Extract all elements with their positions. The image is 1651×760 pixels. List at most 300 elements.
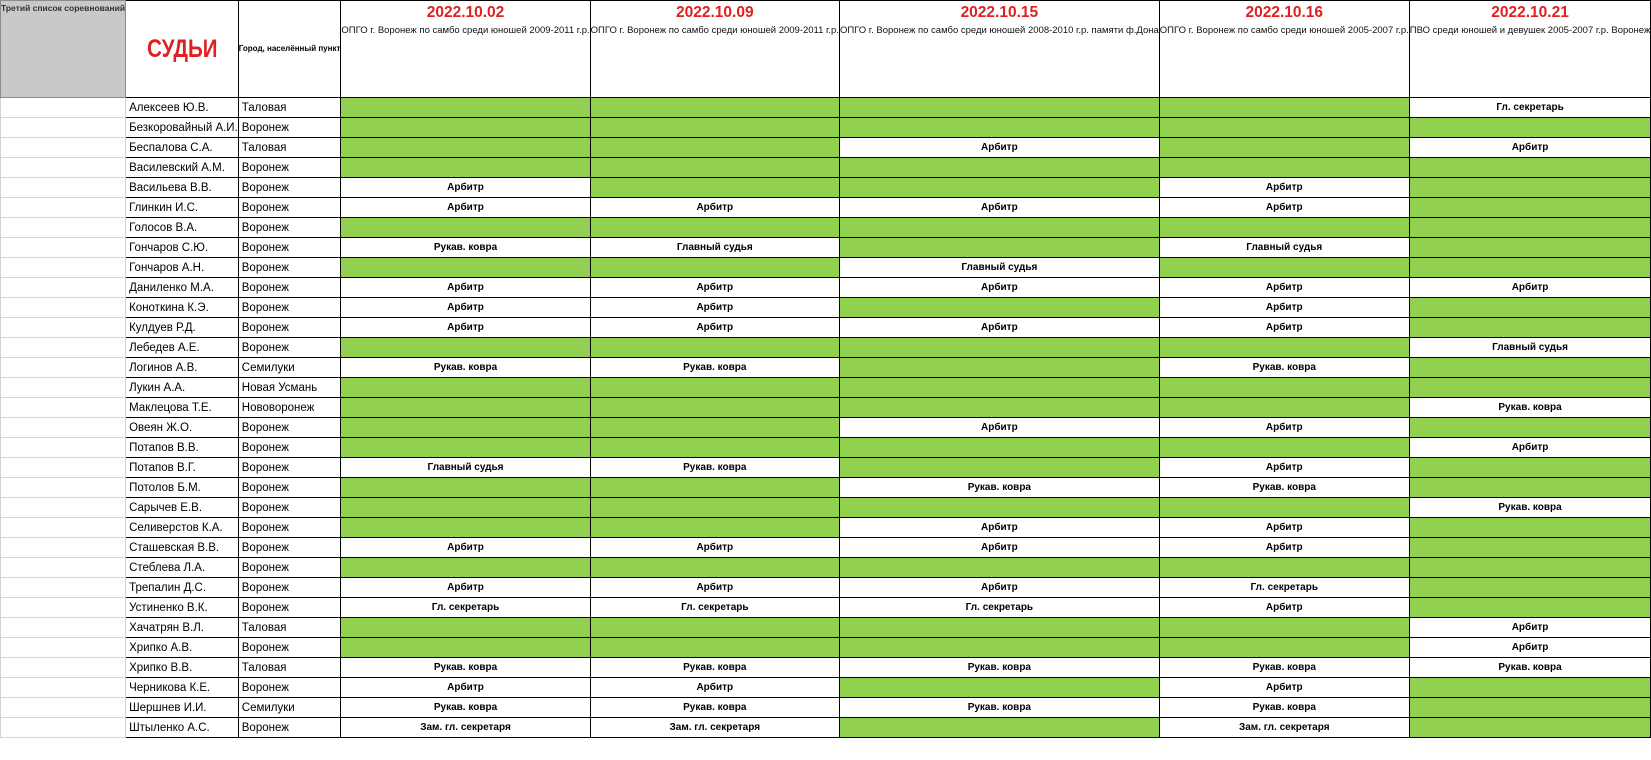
table-row (1, 498, 1651, 518)
row-gutter-cell[interactable] (1, 98, 126, 118)
role-cell[interactable] (839, 98, 1159, 118)
table-row (1, 638, 1651, 658)
role-cell[interactable] (1159, 498, 1409, 518)
role-cell[interactable] (1409, 258, 1651, 278)
role-cell[interactable] (590, 178, 839, 198)
role-cell[interactable] (590, 118, 839, 138)
judge-city-cell[interactable]: Воронеж (238, 538, 341, 558)
role-cell[interactable] (1409, 198, 1651, 218)
role-cell[interactable]: Рукав. ковра (839, 658, 1159, 678)
table-row (1, 518, 1651, 538)
role-cell[interactable]: Главный судья (1409, 338, 1651, 358)
role-cell[interactable] (1409, 158, 1651, 178)
table-row (1, 618, 1651, 638)
judge-city-cell[interactable]: Нововоронеж (238, 398, 341, 418)
role-cell[interactable]: Арбитр (1409, 618, 1651, 638)
table-row (1, 558, 1651, 578)
role-cell[interactable] (1159, 638, 1409, 658)
role-cell[interactable]: Арбитр (341, 198, 590, 218)
judge-name-cell[interactable]: Хрипко А.В. (126, 638, 239, 658)
role-cell[interactable] (839, 618, 1159, 638)
role-cell[interactable]: Рукав. ковра (341, 698, 590, 718)
table-row (1, 398, 1651, 418)
role-cell[interactable]: Арбитр (341, 678, 590, 698)
role-cell[interactable] (590, 338, 839, 358)
role-cell[interactable] (590, 498, 839, 518)
judge-name-cell[interactable]: Кулдуев Р.Д. (126, 318, 239, 338)
judge-city-cell[interactable]: Воронеж (238, 498, 341, 518)
role-cell[interactable] (1409, 718, 1651, 738)
row-gutter-cell[interactable] (1, 398, 126, 418)
role-cell[interactable] (341, 118, 590, 138)
role-cell[interactable] (341, 138, 590, 158)
table-row (1, 258, 1651, 278)
role-cell[interactable]: Зам. гл. секретаря (590, 718, 839, 738)
role-cell[interactable]: Главный судья (341, 458, 590, 478)
role-cell[interactable] (839, 678, 1159, 698)
row-gutter-cell[interactable] (1, 658, 126, 678)
judge-city-cell[interactable]: Воронеж (238, 678, 341, 698)
role-cell[interactable] (1409, 118, 1651, 138)
judge-name-cell[interactable]: Логинов А.В. (126, 358, 239, 378)
role-cell[interactable] (1409, 578, 1651, 598)
judge-name-cell[interactable]: Коноткина К.Э. (126, 298, 239, 318)
role-cell[interactable] (1159, 558, 1409, 578)
role-cell[interactable]: Арбитр (1409, 278, 1651, 298)
row-gutter-cell[interactable] (1, 618, 126, 638)
role-cell[interactable] (590, 418, 839, 438)
table-row (1, 578, 1651, 598)
row-gutter-cell[interactable] (1, 498, 126, 518)
judge-city-cell[interactable]: Семилуки (238, 358, 341, 378)
role-cell[interactable]: Арбитр (839, 418, 1159, 438)
role-cell[interactable] (1409, 358, 1651, 378)
role-cell[interactable]: Рукав. ковра (1409, 498, 1651, 518)
judge-city-cell[interactable]: Таловая (238, 618, 341, 638)
judge-name-cell[interactable]: Лукин А.А. (126, 378, 239, 398)
row-gutter-cell[interactable] (1, 118, 126, 138)
role-cell[interactable] (839, 238, 1159, 258)
competition-name: ОПГО г. Воронеж по самбо среди юношей 2009-2011 г.р. (590, 25, 839, 36)
judge-city-cell[interactable]: Таловая (238, 98, 341, 118)
role-cell[interactable]: Рукав. ковра (1159, 358, 1409, 378)
row-gutter-cell[interactable] (1, 718, 126, 738)
role-cell[interactable]: Главный судья (839, 258, 1159, 278)
competition-name: ОПГО г. Воронеж по самбо среди юношей 2009-2011 г.р. (341, 25, 590, 36)
judge-city-cell[interactable]: Воронеж (238, 218, 341, 238)
row-gutter-cell[interactable] (1, 478, 126, 498)
role-cell[interactable]: Рукав. ковра (1159, 478, 1409, 498)
row-gutter-cell[interactable] (1, 378, 126, 398)
table-row (1, 118, 1651, 138)
table-row (1, 318, 1651, 338)
judge-city-cell[interactable]: Воронеж (238, 278, 341, 298)
role-cell[interactable] (341, 638, 590, 658)
judge-name-cell[interactable]: Потолов Б.М. (126, 478, 239, 498)
role-cell[interactable]: Арбитр (839, 138, 1159, 158)
role-cell[interactable]: Арбитр (1409, 138, 1651, 158)
role-cell[interactable] (1409, 478, 1651, 498)
judge-city-cell[interactable]: Таловая (238, 138, 341, 158)
row-gutter-cell[interactable] (1, 318, 126, 338)
role-cell[interactable] (590, 638, 839, 658)
role-cell[interactable]: Арбитр (839, 278, 1159, 298)
table-row (1, 458, 1651, 478)
role-cell[interactable] (1159, 438, 1409, 458)
role-cell[interactable] (1409, 558, 1651, 578)
role-cell[interactable] (1159, 158, 1409, 178)
competition-header[interactable] (1159, 1, 1409, 98)
judge-city-cell[interactable]: Воронеж (238, 258, 341, 278)
role-cell[interactable]: Арбитр (1159, 538, 1409, 558)
row-gutter-cell[interactable] (1, 578, 126, 598)
role-cell[interactable] (590, 438, 839, 458)
city-header[interactable]: Город, населённый пункт (238, 1, 341, 98)
row-gutter-cell[interactable] (1, 598, 126, 618)
role-cell[interactable] (839, 178, 1159, 198)
competition-date: 2022.10.21 (1491, 4, 1569, 21)
table-row (1, 438, 1651, 458)
table-row (1, 678, 1651, 698)
judge-city-cell[interactable]: Воронеж (238, 718, 341, 738)
judge-name-cell[interactable]: Безкоровайный А.И. (126, 118, 239, 138)
role-cell[interactable] (590, 558, 839, 578)
role-cell[interactable]: Рукав. ковра (341, 658, 590, 678)
judge-name-cell[interactable]: Потапов В.В. (126, 438, 239, 458)
competition-name: ОПГО г. Воронеж по самбо среди юношей 2005-2007 г.р. (1159, 25, 1409, 36)
judge-city-cell[interactable]: Воронеж (238, 318, 341, 338)
role-cell[interactable] (839, 338, 1159, 358)
role-cell[interactable]: Арбитр (1409, 438, 1651, 458)
competition-header[interactable] (341, 1, 590, 98)
table-row (1, 358, 1651, 378)
competition-header[interactable] (1409, 1, 1651, 98)
role-cell[interactable] (341, 218, 590, 238)
role-cell[interactable]: Арбитр (1159, 598, 1409, 618)
judge-city-cell[interactable]: Воронеж (238, 578, 341, 598)
role-cell[interactable] (1409, 218, 1651, 238)
role-cell[interactable]: Арбитр (839, 318, 1159, 338)
judge-city-cell[interactable]: Воронеж (238, 118, 341, 138)
role-cell[interactable] (590, 98, 839, 118)
row-gutter-cell[interactable] (1, 258, 126, 278)
judge-name-cell[interactable]: Сарычев Е.В. (126, 498, 239, 518)
competition-header[interactable] (839, 1, 1159, 98)
role-cell[interactable]: Рукав. ковра (341, 358, 590, 378)
role-cell[interactable] (839, 298, 1159, 318)
role-cell[interactable] (590, 218, 839, 238)
role-cell[interactable] (590, 158, 839, 178)
role-cell[interactable] (341, 378, 590, 398)
role-cell[interactable] (341, 158, 590, 178)
judge-name-cell[interactable]: Селиверстов К.А. (126, 518, 239, 538)
role-cell[interactable] (1409, 598, 1651, 618)
role-cell[interactable] (1159, 618, 1409, 638)
judge-name-cell[interactable]: Гончаров А.Н. (126, 258, 239, 278)
role-cell[interactable]: Гл. секретарь (590, 598, 839, 618)
role-cell[interactable]: Гл. секретарь (839, 598, 1159, 618)
judge-city-cell[interactable]: Семилуки (238, 698, 341, 718)
role-cell[interactable]: Гл. секретарь (1159, 578, 1409, 598)
role-cell[interactable] (1159, 338, 1409, 358)
role-cell[interactable]: Зам. гл. секретаря (1159, 718, 1409, 738)
role-cell[interactable] (1159, 378, 1409, 398)
role-cell[interactable] (839, 218, 1159, 238)
role-cell[interactable] (1409, 298, 1651, 318)
role-cell[interactable]: Арбитр (839, 578, 1159, 598)
table-row (1, 538, 1651, 558)
role-cell[interactable]: Главный судья (590, 238, 839, 258)
row-gutter-cell[interactable] (1, 418, 126, 438)
judge-city-cell[interactable]: Воронеж (238, 478, 341, 498)
judge-city-cell[interactable]: Таловая (238, 658, 341, 678)
role-cell[interactable] (341, 338, 590, 358)
judge-name-cell[interactable]: Потапов В.Г. (126, 458, 239, 478)
competition-name: ОПГО г. Воронеж по самбо среди юношей 2008-2010 г.р. памяти ф.Дона (839, 25, 1159, 36)
judge-name-cell[interactable]: Хрипко В.В. (126, 658, 239, 678)
judge-name-cell[interactable]: Шершнев И.И. (126, 698, 239, 718)
role-cell[interactable]: Арбитр (1159, 298, 1409, 318)
role-cell[interactable] (1409, 238, 1651, 258)
role-cell[interactable]: Арбитр (839, 518, 1159, 538)
row-gutter-cell[interactable] (1, 538, 126, 558)
role-cell[interactable]: Рукав. ковра (341, 238, 590, 258)
role-cell[interactable]: Арбитр (590, 318, 839, 338)
role-cell[interactable] (590, 138, 839, 158)
judge-name-cell[interactable]: Устиненко В.К. (126, 598, 239, 618)
role-cell[interactable]: Рукав. ковра (1409, 398, 1651, 418)
role-cell[interactable]: Рукав. ковра (1159, 658, 1409, 678)
role-cell[interactable]: Гл. секретарь (1409, 98, 1651, 118)
role-cell[interactable]: Рукав. ковра (590, 658, 839, 678)
row-gutter-cell[interactable] (1, 158, 126, 178)
judge-city-cell[interactable]: Воронеж (238, 558, 341, 578)
row-gutter-cell[interactable] (1, 298, 126, 318)
judge-name-cell[interactable]: Овеян Ж.О. (126, 418, 239, 438)
competition-header[interactable] (590, 1, 839, 98)
role-cell[interactable] (341, 558, 590, 578)
role-cell[interactable] (1409, 518, 1651, 538)
table-row (1, 218, 1651, 238)
judge-city-cell[interactable]: Воронеж (238, 598, 341, 618)
role-cell[interactable] (1409, 678, 1651, 698)
table-row (1, 278, 1651, 298)
role-cell[interactable] (1159, 118, 1409, 138)
role-cell[interactable] (839, 718, 1159, 738)
role-cell[interactable] (590, 478, 839, 498)
judge-name-cell[interactable]: Алексеев Ю.В. (126, 98, 239, 118)
table-row (1, 198, 1651, 218)
role-cell[interactable] (341, 398, 590, 418)
judge-city-cell[interactable]: Воронеж (238, 458, 341, 478)
role-cell[interactable]: Арбитр (590, 678, 839, 698)
role-cell[interactable]: Арбитр (590, 198, 839, 218)
role-cell[interactable]: Арбитр (1159, 678, 1409, 698)
judge-name-cell[interactable]: Маклецова Т.Е. (126, 398, 239, 418)
role-cell[interactable]: Арбитр (590, 538, 839, 558)
row-gutter-cell[interactable] (1, 518, 126, 538)
row-gutter-cell[interactable] (1, 138, 126, 158)
judge-name-cell[interactable]: Голосов В.А. (126, 218, 239, 238)
role-cell[interactable]: Арбитр (1159, 418, 1409, 438)
role-cell[interactable] (341, 478, 590, 498)
role-cell[interactable]: Рукав. ковра (590, 358, 839, 378)
row-gutter-cell[interactable] (1, 178, 126, 198)
row-gutter-cell[interactable] (1, 678, 126, 698)
role-cell[interactable] (590, 258, 839, 278)
role-cell[interactable] (341, 498, 590, 518)
table-row (1, 718, 1651, 738)
role-cell[interactable] (839, 458, 1159, 478)
role-cell[interactable]: Рукав. ковра (590, 458, 839, 478)
row-gutter-cell[interactable] (1, 218, 126, 238)
role-cell[interactable] (1159, 218, 1409, 238)
role-cell[interactable] (839, 158, 1159, 178)
role-cell[interactable]: Арбитр (1409, 638, 1651, 658)
role-cell[interactable]: Арбитр (341, 178, 590, 198)
role-cell[interactable]: Арбитр (839, 538, 1159, 558)
competition-date: 2022.10.16 (1245, 4, 1324, 21)
role-cell[interactable]: Рукав. ковра (839, 478, 1159, 498)
table-row (1, 98, 1651, 118)
role-cell[interactable] (1159, 258, 1409, 278)
row-gutter-cell[interactable] (1, 358, 126, 378)
judge-name-cell[interactable]: Черникова К.Е. (126, 678, 239, 698)
role-cell[interactable] (1409, 458, 1651, 478)
role-cell[interactable]: Зам. гл. секретаря (341, 718, 590, 738)
role-cell[interactable] (839, 438, 1159, 458)
role-cell[interactable]: Главный судья (1159, 238, 1409, 258)
judge-name-cell[interactable]: Сташевская В.В. (126, 538, 239, 558)
table-row (1, 378, 1651, 398)
role-cell[interactable]: Арбитр (1159, 198, 1409, 218)
role-cell[interactable]: Арбитр (341, 278, 590, 298)
role-cell[interactable] (341, 518, 590, 538)
role-cell[interactable]: Гл. секретарь (341, 598, 590, 618)
role-cell[interactable] (341, 98, 590, 118)
role-cell[interactable]: Арбитр (590, 278, 839, 298)
role-cell[interactable] (839, 638, 1159, 658)
judge-name-cell[interactable]: Лебедев А.Е. (126, 338, 239, 358)
role-cell[interactable] (1409, 538, 1651, 558)
competition-date: 2022.10.02 (426, 4, 505, 21)
judge-name-cell[interactable]: Даниленко М.А. (126, 278, 239, 298)
role-cell[interactable] (1409, 178, 1651, 198)
role-cell[interactable] (341, 258, 590, 278)
role-cell[interactable]: Рукав. ковра (590, 698, 839, 718)
judge-city-cell[interactable]: Воронеж (238, 298, 341, 318)
role-cell[interactable]: Арбитр (1159, 318, 1409, 338)
judge-city-cell[interactable]: Воронеж (238, 518, 341, 538)
role-cell[interactable]: Арбитр (1159, 518, 1409, 538)
row-gutter-cell[interactable] (1, 438, 126, 458)
role-cell[interactable] (341, 418, 590, 438)
role-cell[interactable]: Рукав. ковра (839, 698, 1159, 718)
role-cell[interactable] (341, 618, 590, 638)
judge-name-cell[interactable]: Стеблева Л.А. (126, 558, 239, 578)
row-gutter-cell[interactable] (1, 558, 126, 578)
role-cell[interactable]: Рукав. ковра (1159, 698, 1409, 718)
role-cell[interactable]: Арбитр (1159, 458, 1409, 478)
role-cell[interactable]: Арбитр (1159, 278, 1409, 298)
role-cell[interactable] (839, 398, 1159, 418)
row-gutter-cell[interactable] (1, 278, 126, 298)
judge-city-cell[interactable]: Новая Усмань (238, 378, 341, 398)
role-cell[interactable]: Рукав. ковра (1409, 658, 1651, 678)
table-row (1, 698, 1651, 718)
role-cell[interactable] (341, 438, 590, 458)
table-row (1, 418, 1651, 438)
judge-city-cell[interactable]: Воронеж (238, 418, 341, 438)
row-gutter-cell[interactable] (1, 198, 126, 218)
role-cell[interactable] (839, 558, 1159, 578)
table-row (1, 138, 1651, 158)
role-cell[interactable] (1409, 378, 1651, 398)
role-cell[interactable]: Арбитр (341, 318, 590, 338)
row-gutter-cell[interactable] (1, 238, 126, 258)
competition-date: 2022.10.09 (676, 4, 754, 21)
role-cell[interactable]: Арбитр (839, 198, 1159, 218)
role-cell[interactable] (1159, 398, 1409, 418)
judge-city-cell[interactable]: Воронеж (238, 178, 341, 198)
role-cell[interactable]: Арбитр (590, 578, 839, 598)
judge-city-cell[interactable]: Воронеж (238, 158, 341, 178)
role-cell[interactable] (839, 358, 1159, 378)
row-gutter-cell[interactable] (1, 338, 126, 358)
role-cell[interactable] (1409, 318, 1651, 338)
judge-city-cell[interactable]: Воронеж (238, 338, 341, 358)
table-row (1, 338, 1651, 358)
role-cell[interactable] (839, 498, 1159, 518)
role-cell[interactable] (1409, 418, 1651, 438)
table-row (1, 298, 1651, 318)
row-gutter-cell[interactable] (1, 698, 126, 718)
judge-name-cell[interactable]: Глинкин И.С. (126, 198, 239, 218)
table-row (1, 478, 1651, 498)
row-gutter-cell[interactable] (1, 638, 126, 658)
judge-name-cell[interactable]: Хачатрян В.Л. (126, 618, 239, 638)
role-cell[interactable] (590, 618, 839, 638)
judge-name-cell[interactable]: Трепалин Д.С. (126, 578, 239, 598)
role-cell[interactable]: Арбитр (341, 538, 590, 558)
role-cell[interactable] (1159, 138, 1409, 158)
role-cell[interactable]: Арбитр (1159, 178, 1409, 198)
role-cell[interactable] (590, 398, 839, 418)
judge-city-cell[interactable]: Воронеж (238, 638, 341, 658)
role-cell[interactable]: Арбитр (341, 578, 590, 598)
judge-city-cell[interactable]: Воронеж (238, 238, 341, 258)
role-cell[interactable] (590, 518, 839, 538)
role-cell[interactable]: Арбитр (341, 298, 590, 318)
judge-name-cell[interactable]: Беспалова С.А. (126, 138, 239, 158)
judge-name-cell[interactable]: Гончаров С.Ю. (126, 238, 239, 258)
judge-name-cell[interactable]: Васильева В.В. (126, 178, 239, 198)
role-cell[interactable] (839, 378, 1159, 398)
judges-title[interactable]: СУДЬИ (136, 1, 228, 98)
row-gutter-cell[interactable] (1, 458, 126, 478)
role-cell[interactable] (590, 378, 839, 398)
role-cell[interactable]: Арбитр (590, 298, 839, 318)
role-cell[interactable] (1409, 698, 1651, 718)
judge-name-cell[interactable]: Василевский А.М. (126, 158, 239, 178)
judge-city-cell[interactable]: Воронеж (238, 198, 341, 218)
judge-city-cell[interactable]: Воронеж (238, 438, 341, 458)
third-list-header[interactable]: Третий список соревнований (1, 1, 126, 98)
table-row (1, 598, 1651, 618)
role-cell[interactable] (1159, 98, 1409, 118)
role-cell[interactable] (839, 118, 1159, 138)
judge-name-cell[interactable]: Штыленко А.С. (126, 718, 239, 738)
